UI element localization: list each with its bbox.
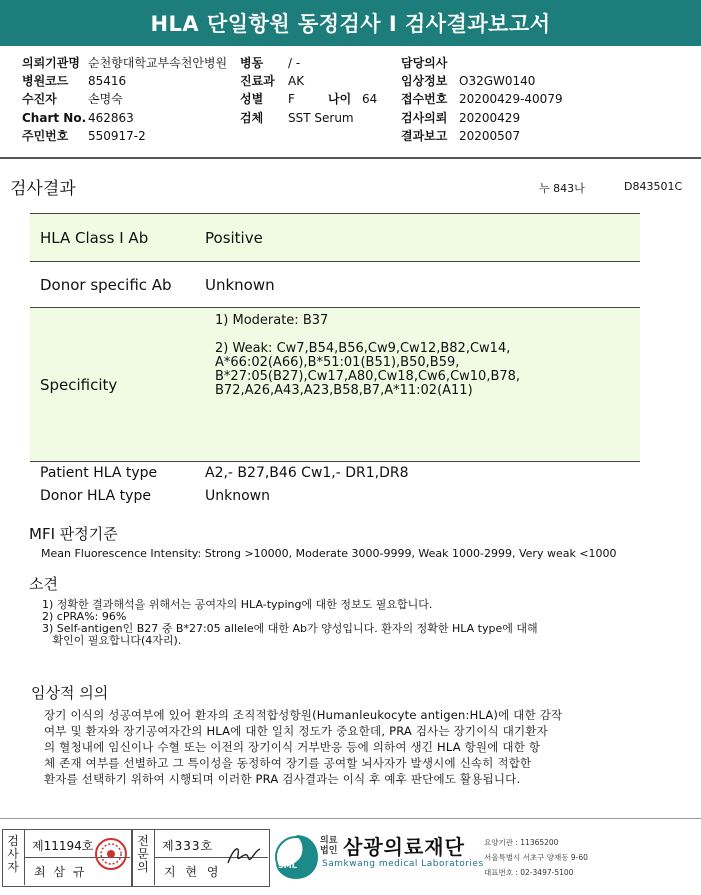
examiner-name: 최 삼 규 bbox=[34, 865, 87, 879]
org-phone: 대표번호 : 02-3497-5100 bbox=[484, 868, 574, 877]
org-details bbox=[484, 835, 588, 880]
sex-label: 성별 bbox=[240, 92, 264, 106]
clinical-line: 환자를 선택하기 위하여 시행되며 이러한 PRA 검사결과는 이식 후 예후 판단에도 활용됩니다. bbox=[44, 772, 521, 786]
reviewer-name: 지 현 영 bbox=[164, 865, 222, 879]
footer bbox=[2, 827, 699, 887]
mfi-heading: MFI 판정기준 bbox=[29, 525, 118, 543]
specimen-value: SST Serum bbox=[288, 111, 354, 125]
info-label: Chart No. bbox=[22, 111, 87, 125]
opinion-line: 확인이 필요합니다(4자리). bbox=[42, 634, 182, 647]
reviewer-label bbox=[136, 835, 150, 874]
specificity-weak-line: 2) Weak: Cw7,B54,B56,Cw9,Cw12,B82,Cw14, bbox=[215, 341, 511, 356]
opinion-text bbox=[42, 599, 538, 647]
footer-divider bbox=[0, 818, 701, 819]
info-value: 20200429-40079 bbox=[459, 92, 563, 106]
box-divider bbox=[24, 829, 25, 885]
info-label: 임상정보 bbox=[401, 74, 448, 88]
org-type-line: 법인 bbox=[320, 846, 338, 856]
result-code-2: D843501C bbox=[624, 180, 683, 193]
org-address: 서울특별시 서초구 양재동 9-60 bbox=[484, 853, 588, 862]
info-col2 bbox=[240, 55, 377, 127]
org-name: 삼광의료재단 bbox=[343, 835, 465, 859]
clinical-line: 체 존재 여부를 선별하고 그 특이성을 동정하여 장기를 공여할 뇌사자가 발생시에 신속히 적합한 bbox=[44, 756, 532, 770]
mfi-text: Mean Fluorescence Intensity: Strong >10000, Moderate 3000-9999, Weak 1000-2999, Very weak <1000 bbox=[41, 547, 617, 560]
ward-label: 병동 bbox=[240, 56, 264, 70]
opinion-line: 2) cPRA%: 96% bbox=[42, 610, 127, 623]
result-heading: 검사결과 bbox=[10, 179, 76, 199]
specificity-weak-line: B72,A26,A43,A23,B58,B7,A*11:02(A11) bbox=[215, 383, 473, 398]
examiner-seal-icon bbox=[94, 837, 128, 871]
patient-hla-row bbox=[30, 465, 640, 481]
info-label: 담당의사 bbox=[401, 56, 448, 70]
clinical-text bbox=[44, 707, 644, 787]
specificity-label: Specificity bbox=[40, 376, 118, 394]
specimen-label: 검체 bbox=[240, 111, 264, 125]
donor-hla-row bbox=[30, 488, 640, 504]
info-label: 병원코드 bbox=[22, 74, 69, 88]
donor-specific-ab-label: Donor specific Ab bbox=[40, 275, 172, 294]
patient-hla-label: Patient HLA type bbox=[40, 465, 158, 481]
examiner-label bbox=[6, 835, 20, 874]
table-divider bbox=[30, 461, 640, 462]
sml-logo-icon bbox=[272, 833, 320, 881]
info-value: 85416 bbox=[88, 74, 127, 88]
result-code-1: 누 843나 bbox=[539, 182, 585, 195]
clinical-line: 여부 및 환자와 장기공여자간의 HLA에 대한 일치 정도가 중요한데, PRA 검사는 장기이식 대기환자 bbox=[44, 724, 548, 738]
class1-ab-value: Positive bbox=[205, 228, 263, 247]
table-row bbox=[30, 262, 640, 307]
opinion-heading: 소견 bbox=[29, 575, 58, 593]
sml-label: SML bbox=[278, 861, 297, 870]
info-col3 bbox=[401, 55, 563, 145]
patient-hla-value: A2,- B27,B46 Cw1,- DR1,DR8 bbox=[205, 465, 409, 481]
clinical-heading: 임상적 의의 bbox=[31, 684, 109, 702]
examiner-no: 제11194호 bbox=[32, 839, 94, 853]
specificity-value bbox=[215, 314, 635, 398]
reviewer-label-text: 전 문 의 bbox=[137, 834, 149, 874]
org-name-en: Samkwang medical Laboratories bbox=[322, 859, 484, 869]
info-value: 20200507 bbox=[459, 129, 521, 143]
donor-hla-value: Unknown bbox=[205, 488, 270, 504]
donor-specific-ab-value: Unknown bbox=[205, 275, 275, 294]
report-title: HLA 단일항원 동정검사 I 검사결과보고서 bbox=[0, 0, 701, 46]
org-code: 요양기관 : 11365200 bbox=[484, 838, 559, 847]
clinical-line: 의 혈청내에 임신이나 수혈 또는 이전의 장기이식 거부반응 등에 의하여 생긴 HLA 항원에 대한 항 bbox=[44, 740, 541, 754]
table-row bbox=[30, 214, 640, 261]
examiner-label-text: 검 사 자 bbox=[7, 834, 19, 874]
specificity-weak-line: A*66:02(A66),B*51:01(B51),B50,B59, bbox=[215, 355, 460, 370]
class1-ab-label: HLA Class I Ab bbox=[40, 228, 149, 247]
dept-value: AK bbox=[288, 74, 305, 88]
age-value: 64 bbox=[362, 92, 378, 106]
dept-label: 진료과 bbox=[240, 74, 275, 88]
box-divider bbox=[154, 829, 155, 885]
specificity-row bbox=[30, 308, 640, 460]
info-value: 462863 bbox=[88, 111, 134, 125]
org-type bbox=[320, 836, 337, 856]
age-label: 나이 bbox=[328, 92, 352, 106]
info-label: 결과보고 bbox=[401, 129, 448, 143]
info-label: 주민번호 bbox=[22, 129, 69, 143]
info-value: 순천향대학교부속천안병원 bbox=[88, 56, 228, 70]
info-label: 수진자 bbox=[22, 92, 57, 106]
donor-hla-label: Donor HLA type bbox=[40, 488, 151, 504]
info-label: 검사의뢰 bbox=[401, 111, 448, 125]
info-value: O32GW0140 bbox=[459, 74, 536, 88]
info-label: 접수번호 bbox=[401, 92, 448, 106]
specificity-moderate: 1) Moderate: B37 bbox=[215, 313, 329, 328]
sex-value: F bbox=[288, 92, 295, 106]
org-type-line: 의료 bbox=[320, 836, 338, 846]
info-value: 손명숙 bbox=[88, 92, 123, 106]
header-divider bbox=[0, 157, 701, 159]
clinical-line: 장기 이식의 성공여부에 있어 환자의 조직적합성항원(Humanleukocyte antigen:HLA)에 대한 감작 bbox=[44, 708, 563, 722]
ward-value: / - bbox=[288, 56, 301, 70]
info-label: 의뢰기관명 bbox=[22, 56, 80, 70]
opinion-line: 1) 정확한 결과해석을 위해서는 공여자의 HLA-typing에 대한 정보도 필요합니다. bbox=[42, 598, 433, 611]
opinion-line: 3) Self-antigen인 B27 중 B*27:05 allele에 대한 Ab가 양성입니다. 환자의 정확한 HLA type에 대해 bbox=[42, 622, 538, 635]
info-col1 bbox=[22, 55, 227, 145]
specificity-weak-line: B*27:05(B27),Cw17,A80,Cw18,Cw6,Cw10,B78, bbox=[215, 369, 521, 384]
info-value: 20200429 bbox=[459, 111, 521, 125]
signature-icon bbox=[224, 841, 264, 871]
info-value: 550917-2 bbox=[88, 129, 146, 143]
reviewer-no: 제333호 bbox=[162, 839, 214, 853]
